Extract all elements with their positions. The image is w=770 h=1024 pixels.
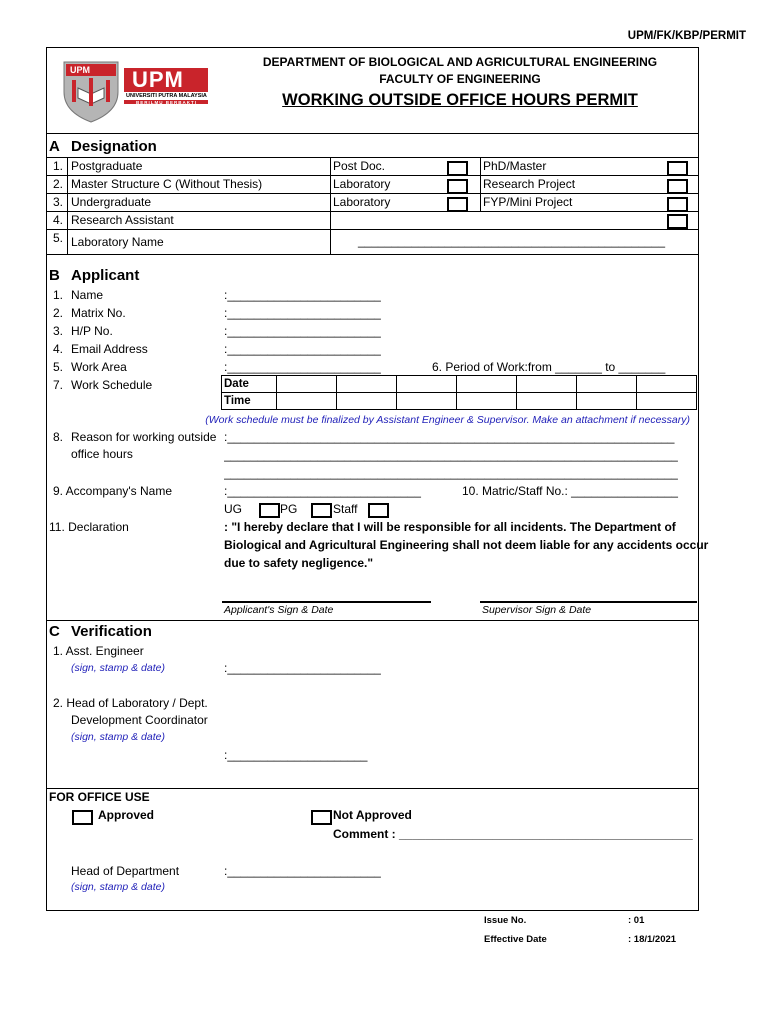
master-laboratory-checkbox[interactable] (447, 179, 468, 194)
accompany-name-label: 9. Accompany's Name (53, 484, 173, 498)
post-doc-checkbox[interactable] (447, 161, 468, 176)
supervisor-signature-line[interactable] (480, 601, 697, 603)
schedule-cell[interactable] (577, 376, 637, 393)
asst-engineer-note: (sign, stamp & date) (71, 662, 165, 674)
section-c-letter: C (49, 623, 60, 640)
section-a-title: Designation (71, 138, 157, 155)
divider (46, 620, 698, 621)
page-title: WORKING OUTSIDE OFFICE HOURS PERMIT (282, 91, 638, 109)
work-area-label: Work Area (71, 360, 127, 374)
supervisor-sign-caption: Supervisor Sign & Date (482, 604, 592, 616)
fyp-mini-project-checkbox[interactable] (667, 197, 688, 212)
section-c-title: Verification (71, 623, 152, 640)
reason-num: 8. (53, 430, 64, 444)
effective-date-value: : 18/1/2021 (628, 934, 677, 945)
reason-field-line-1[interactable]: :___________________________________________________________________ (224, 430, 675, 444)
applicant-item-num: 1. (53, 288, 64, 302)
schedule-cell[interactable] (397, 393, 457, 410)
faculty-name: FACULTY OF ENGINEERING (379, 72, 541, 86)
table-row (222, 393, 697, 410)
designation-num: 5. (53, 231, 64, 245)
hp-no-label: H/P No. (71, 324, 113, 338)
schedule-cell[interactable] (397, 376, 457, 393)
hod-label: Head of Department (71, 864, 180, 878)
head-of-lab-label-cont: Development Coordinator (71, 713, 208, 727)
logo-motto: BERILMU BERBAKTI (136, 100, 197, 105)
undergraduate-laboratory-checkbox[interactable] (447, 197, 468, 212)
schedule-cell[interactable] (457, 376, 517, 393)
schedule-note: (Work schedule must be finalized by Assistant Engineer & Supervisor. Make an attachment if necessary) (205, 414, 690, 426)
asst-engineer-field[interactable]: :_______________________ (224, 661, 381, 675)
laboratory-name-field[interactable]: ______________________________________________ (358, 234, 665, 248)
schedule-cell[interactable] (637, 393, 697, 410)
designation-fyp-mini-project: FYP/Mini Project (483, 195, 573, 209)
applicant-sign-caption: Applicant's Sign & Date (224, 604, 334, 616)
section-b-letter: B (49, 267, 60, 284)
schedule-row-header: Time (222, 393, 277, 410)
reason-field-line-3[interactable]: ____________________________________________________________________ (224, 466, 678, 480)
not-approved-label: Not Approved (333, 808, 412, 822)
hod-field[interactable]: :_______________________ (224, 864, 381, 878)
reason-label-cont: office hours (71, 447, 133, 461)
head-of-lab-field[interactable]: :_____________________ (224, 748, 368, 762)
hp-no-field[interactable]: :_______________________ (224, 324, 381, 338)
designation-laboratory: Laboratory (333, 195, 391, 209)
schedule-cell[interactable] (277, 393, 337, 410)
work-schedule-table (221, 375, 697, 410)
designation-research-project: Research Project (483, 177, 576, 191)
designation-undergraduate: Undergraduate (71, 195, 152, 209)
issue-no-value: : 01 (628, 915, 645, 926)
reason-field-line-2[interactable]: ____________________________________________________________________ (224, 448, 678, 462)
hod-note: (sign, stamp & date) (71, 881, 165, 893)
work-area-field[interactable]: :_______________________ (224, 360, 381, 374)
logo-wordmark: UPM (132, 67, 184, 92)
effective-date-label: Effective Date (484, 934, 547, 945)
designation-num: 1. (53, 159, 64, 173)
schedule-cell[interactable] (517, 393, 577, 410)
section-a-letter: A (49, 138, 60, 155)
schedule-cell[interactable] (637, 376, 697, 393)
applicant-item-num: 7. (53, 378, 64, 392)
asst-engineer-label: 1. Asst. Engineer (53, 644, 144, 658)
applicant-item-num: 2. (53, 306, 64, 320)
issue-no-label: Issue No. (484, 915, 527, 926)
applicant-item-num: 3. (53, 324, 64, 338)
document-code: UPM/FK/KBP/PERMIT (627, 30, 746, 42)
head-of-lab-note: (sign, stamp & date) (71, 731, 165, 743)
designation-num: 4. (53, 213, 64, 227)
research-project-checkbox[interactable] (667, 179, 688, 194)
email-address-field[interactable]: :_______________________ (224, 342, 381, 356)
reason-label: Reason for working outside (71, 430, 217, 444)
schedule-cell[interactable] (277, 376, 337, 393)
staff-checkbox[interactable] (368, 503, 389, 518)
schedule-cell[interactable] (337, 393, 397, 410)
work-schedule-label: Work Schedule (71, 378, 153, 392)
designation-research-assistant: Research Assistant (71, 213, 174, 227)
schedule-cell[interactable] (517, 376, 577, 393)
ug-label: UG (224, 502, 242, 516)
designation-post-doc: Post Doc. (333, 159, 386, 173)
designation-num: 2. (53, 177, 64, 191)
section-b-title: Applicant (71, 267, 140, 284)
office-use-title: FOR OFFICE USE (49, 790, 150, 804)
divider (46, 133, 698, 134)
accompany-name-field[interactable]: :_____________________________ (224, 484, 421, 498)
matrix-no-field[interactable]: :_______________________ (224, 306, 381, 320)
table-row (222, 376, 697, 393)
logo-university-name: UNIVERSITI PUTRA MALAYSIA (126, 93, 207, 99)
applicant-name-field[interactable]: :_______________________ (224, 288, 381, 302)
designation-master-structure-c: Master Structure C (Without Thesis) (71, 177, 263, 191)
schedule-cell[interactable] (337, 376, 397, 393)
designation-postgraduate: Postgraduate (71, 159, 143, 173)
designation-phd-master: PhD/Master (483, 159, 547, 173)
applicant-name-label: Name (71, 288, 104, 302)
email-address-label: Email Address (71, 342, 148, 356)
declaration-text-3: due to safety negligence." (224, 556, 374, 570)
declaration-label: 11. Declaration (49, 520, 129, 534)
pg-checkbox[interactable] (311, 503, 332, 518)
matric-staff-no-field[interactable]: 10. Matric/Staff No.: ________________ (462, 484, 678, 498)
research-assistant-checkbox[interactable] (667, 214, 688, 229)
declaration-text-2: Biological and Agricultural Engineering shall not deem liable for any accidents occur (224, 538, 709, 552)
applicant-item-num: 4. (53, 342, 64, 356)
divider (46, 788, 698, 789)
approved-label: Approved (98, 808, 155, 822)
approved-checkbox[interactable] (72, 810, 93, 825)
phd-master-checkbox[interactable] (667, 161, 688, 176)
schedule-cell[interactable] (577, 393, 637, 410)
period-of-work-field[interactable]: 6. Period of Work:from _______ to _______ (432, 360, 666, 374)
pg-label: PG (280, 502, 298, 516)
designation-laboratory-name: Laboratory Name (71, 235, 164, 249)
matrix-no-label: Matrix No. (71, 306, 126, 320)
schedule-row-header: Date (222, 376, 277, 393)
schedule-cell[interactable] (457, 393, 517, 410)
head-of-lab-label: 2. Head of Laboratory / Dept. (53, 696, 208, 710)
comment-field[interactable]: Comment : ____________________________________________ (333, 827, 693, 841)
ug-checkbox[interactable] (259, 503, 280, 518)
logo-crest-text: UPM (70, 65, 90, 75)
designation-num: 3. (53, 195, 64, 209)
upm-logo (60, 54, 210, 124)
department-name: DEPARTMENT OF BIOLOGICAL AND AGRICULTURAL ENGINEERING (262, 55, 658, 69)
staff-label: Staff (333, 502, 358, 516)
designation-laboratory: Laboratory (333, 177, 391, 191)
declaration-text-1: : "I hereby declare that I will be responsible for all incidents. The Department of (224, 520, 676, 534)
applicant-item-num: 5. (53, 360, 64, 374)
applicant-signature-line[interactable] (222, 601, 431, 603)
not-approved-checkbox[interactable] (311, 810, 332, 825)
